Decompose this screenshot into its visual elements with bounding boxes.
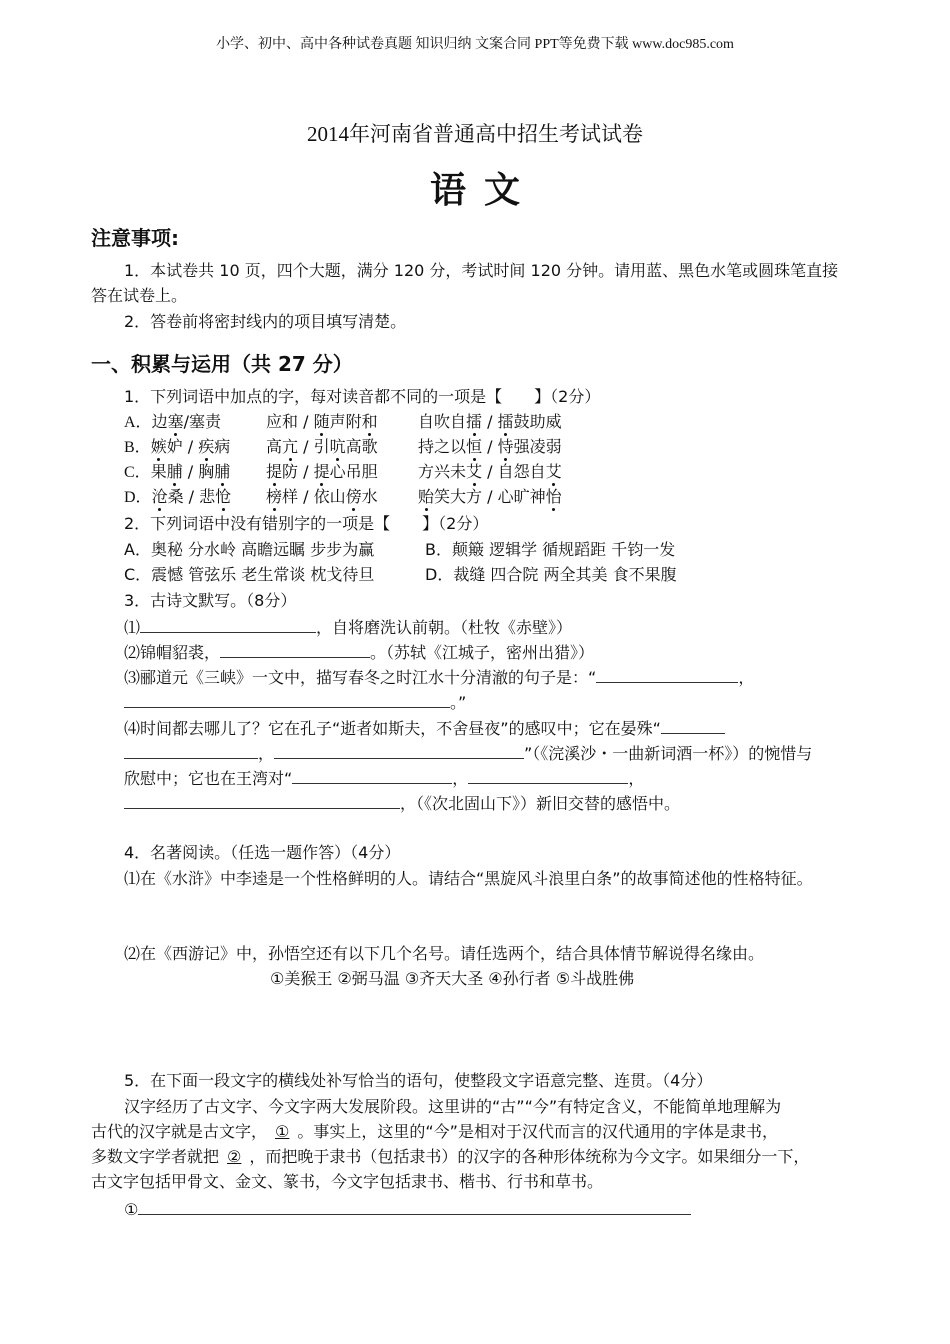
q1-stem: 1．下列词语中加点的字，每对读音都不同的一项是【 】（2分） — [124, 387, 601, 406]
q3-item-4: ⑷时间都去哪儿了？它在孔子“逝者如斯夫，不舍昼夜”的感叹中；它在晏殊“ — [124, 718, 725, 740]
q1-option-a: A．边塞/塞责 — [124, 412, 222, 431]
q5-answer-blank[interactable] — [138, 1199, 691, 1215]
q1-option-c-word2: 提防 / 提心吊胆 — [266, 462, 378, 481]
q3-item-3: ⑶郦道元《三峡》一文中，描写春冬之时江水十分清澈的句子是：“ ， — [124, 668, 755, 687]
subject-title: 语文 — [429, 170, 538, 211]
q3-item-1: ⑴ ，自将磨洗认前朝。（杜牧《赤壁》） — [124, 618, 573, 637]
q1-option-d: D．沧桑 / 悲怆 — [124, 487, 232, 506]
notice-item-1: 1．本试卷共 10 页，四个大题，满分 120 分，考试时间 120 分钟。请用蓝、黑色水笔或圆珠笔直接 — [124, 261, 839, 280]
notice-item-2: 2．答卷前将密封线内的项目填写清楚。 — [124, 312, 407, 331]
q3-item-2: ⑵锦帽貂裘， 。（苏轼《江城子，密州出猎》） — [124, 643, 595, 662]
q3-2-blank[interactable] — [220, 642, 370, 658]
q4-item-2: ⑵在《西游记》中，孙悟空还有以下几个名号。请任选两个，结合具体情节解说得名缘由。 — [124, 944, 765, 963]
q1-option-d-word3: 贻笑大方 / 心旷神怡 — [418, 487, 562, 506]
section-heading: 一、积累与运用（共 27 分） — [91, 352, 353, 376]
q3-4-blank-3[interactable] — [292, 768, 452, 784]
q5-blank-2[interactable]: ② — [227, 1147, 242, 1166]
q3-3-blank-2[interactable] — [124, 692, 450, 708]
q3-item-4-line4: ，（《次北固山下》）新旧交替的感悟中。 — [124, 793, 680, 814]
q3-stem: 3．古诗文默写。（8分） — [124, 591, 297, 610]
q3-4-blank-1[interactable] — [661, 718, 725, 734]
notice-item-1-cont: 答在试卷上。 — [91, 286, 188, 305]
q5-blank-1[interactable]: ① — [275, 1122, 290, 1141]
q3-4-blank-4[interactable] — [468, 768, 628, 784]
q5-para-line3: 多数文字学者就把 ② ，而把晚于隶书（包括隶书）的汉字的各种形体统称为今文字。如果细分一下， — [91, 1147, 810, 1166]
notice-heading: 注意事项: — [91, 226, 179, 250]
q2-option-a: A．奥秘 分水岭 高瞻远瞩 步步为赢 — [124, 540, 375, 559]
q2-option-d: D．裁缝 四合院 两全其美 食不果腹 — [425, 565, 677, 584]
q1-option-c-word3: 方兴未艾 / 自怨自艾 — [418, 462, 562, 481]
q3-4-blank-1-cont[interactable] — [124, 743, 258, 759]
q3-4-blank-2[interactable] — [274, 743, 524, 759]
q1-option-a-word3: 自吹自擂 / 擂鼓助威 — [418, 412, 562, 431]
q3-item-3-cont: 。” — [124, 692, 466, 713]
q4-names-list: ①美猴王 ②弼马温 ③齐天大圣 ④孙行者 ⑤斗战胜佛 — [270, 969, 635, 988]
q3-item-4-line3: 欣慰中；它也在王湾对“ ， ， — [124, 769, 645, 788]
q4-item-1: ⑴在《水浒》中李逵是一个性格鲜明的人。请结合“黑旋风斗浪里白条”的故事简述他的性格特征。 — [124, 869, 813, 888]
site-header: 小学、初中、高中各种试卷真题 知识归纳 文案合同 PPT等免费下载 www.doc985.com — [216, 37, 734, 52]
q1-option-b-word2: 高亢 / 引吭高歌 — [266, 437, 378, 456]
q4-stem: 4．名著阅读。（任选一题作答）（4分） — [124, 843, 401, 862]
q1-option-b-word3: 持之以恒 / 恃强凌弱 — [418, 437, 562, 456]
q2-option-b: B．颠簸 逻辑学 循规蹈距 千钧一发 — [425, 540, 676, 559]
q2-option-c: C．震憾 管弦乐 老生常谈 枕戈待旦 — [124, 565, 375, 584]
q2-stem: 2．下列词语中没有错别字的一项是【 】（2分） — [124, 514, 489, 533]
q1-option-a-word2: 应和 / 随声附和 — [266, 412, 378, 431]
q5-stem: 5．在下面一段文字的横线处补写恰当的语句，使整段文字语意完整、连贯。（4分） — [124, 1071, 713, 1090]
q3-item-4-line2: ， ”（《浣溪沙・一曲新词酒一杯》）的惋惜与 — [124, 743, 812, 764]
q5-para-line2: 古代的汉字就是古文字， ① 。事实上，这里的“今”是相对于汉代而言的汉代通用的字体是隶书， — [91, 1122, 778, 1141]
q1-option-d-word2: 榜样 / 依山傍水 — [266, 487, 378, 506]
q1-option-c: C．果脯 / 胸脯 — [124, 462, 231, 481]
q5-para-line1: 汉字经历了古文字、今文字两大发展阶段。这里讲的“古”“今”有特定含义，不能简单地理解为 — [124, 1097, 782, 1116]
exam-title: 2014年河南省普通高中招生考试试卷 — [307, 122, 643, 146]
q3-1-blank[interactable] — [140, 617, 316, 633]
q3-4-blank-5[interactable] — [124, 793, 400, 809]
q5-answer-line: ① — [124, 1199, 691, 1220]
q5-para-line4: 古文字包括甲骨文、金文、篆书，今文字包括隶书、楷书、行书和草书。 — [91, 1172, 604, 1191]
q1-option-b: B．嫉妒 / 疾病 — [124, 437, 231, 456]
q3-3-blank-1[interactable] — [596, 667, 738, 683]
